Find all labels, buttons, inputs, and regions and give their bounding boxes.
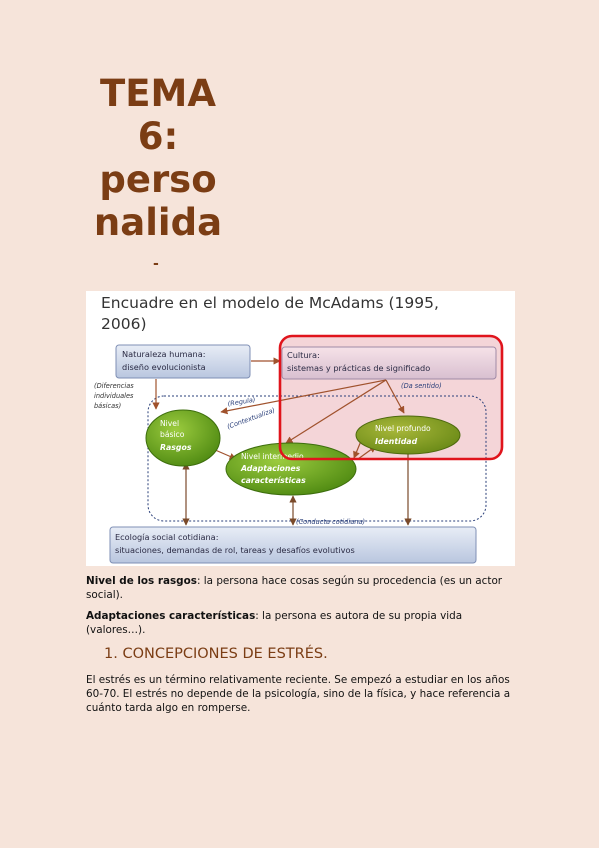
rasgos-term: Nivel de los rasgos (86, 575, 197, 587)
section-heading: 1. CONCEPCIONES DE ESTRÉS. (104, 646, 328, 662)
mcadams-diagram (86, 291, 515, 566)
mid-node-line-2: Adaptaciones (241, 464, 301, 473)
culture-box (282, 347, 496, 379)
ecology-box-line-1: Ecología social cotidiana: (115, 532, 219, 542)
title-line-2: 6: (137, 115, 179, 158)
ecology-box (110, 527, 476, 563)
nature-box-line-1: Naturaleza humana: (122, 349, 206, 359)
conducta-label: (Conducta cotidiana) (296, 518, 366, 526)
da-sentido-label: (Da sentido) (401, 382, 442, 390)
deep-node-line-1: Nivel profundo (375, 424, 431, 433)
contextualiza-label: (Contextualiza) (225, 406, 277, 431)
nature-box (116, 345, 250, 378)
title-trailing-dash: - (153, 256, 159, 272)
mid-node-line-3: características (241, 476, 306, 485)
ecology-box-line-2: situaciones, demandas de rol, tareas y desafíos evolutivos (115, 545, 355, 555)
rasgos-paragraph (86, 574, 516, 602)
individual-differences-note (94, 382, 134, 410)
diff-note-line-3: básicas) (94, 402, 122, 410)
adaptaciones-text: : la persona es autora de su propia vida (valores…). (86, 610, 463, 636)
basic-node-line-2: básico (160, 430, 185, 439)
basic-node-line-1: Nivel (160, 419, 180, 428)
regula-label: (Regula) (227, 395, 256, 408)
rasgos-text: : la persona hace cosas según su procedencia (es un actor social). (86, 575, 503, 601)
adaptaciones-paragraph (86, 609, 516, 637)
diff-note-line-2: individuales (94, 392, 134, 400)
title-line-3: perso (99, 158, 217, 201)
stress-paragraph: El estrés es un término relativamente reciente. Se empezó a estudiar en los años 60-70. El estrés no depende de la psicología, sino de la física, y hace referencia a cuánto tarda algo en romperse. (86, 674, 511, 714)
diagram-title-line-1: Encuadre en el modelo de McAdams (1995, (101, 294, 439, 312)
mid-node-line-1: Nivel intermedio (241, 452, 304, 461)
deep-node-line-2: Identidad (375, 437, 418, 446)
deep-level-node (356, 416, 460, 454)
diagram-title (101, 293, 511, 335)
title-line-1: TEMA (100, 72, 216, 115)
adaptaciones-term: Adaptaciones características (86, 610, 256, 622)
basic-node-line-3: Rasgos (160, 443, 192, 452)
title-line-4: nalida (93, 201, 223, 244)
diff-note-line-1: (Diferencias (94, 382, 134, 390)
document-title (80, 72, 236, 244)
basic-level-node (146, 410, 220, 466)
culture-box-line-2: sistemas y prácticas de significado (287, 363, 431, 373)
culture-box-line-1: Cultura: (287, 350, 320, 360)
diagram-title-line-2: 2006) (101, 315, 147, 333)
nature-box-line-2: diseño evolucionista (122, 362, 206, 372)
intermediate-level-node (226, 443, 356, 495)
